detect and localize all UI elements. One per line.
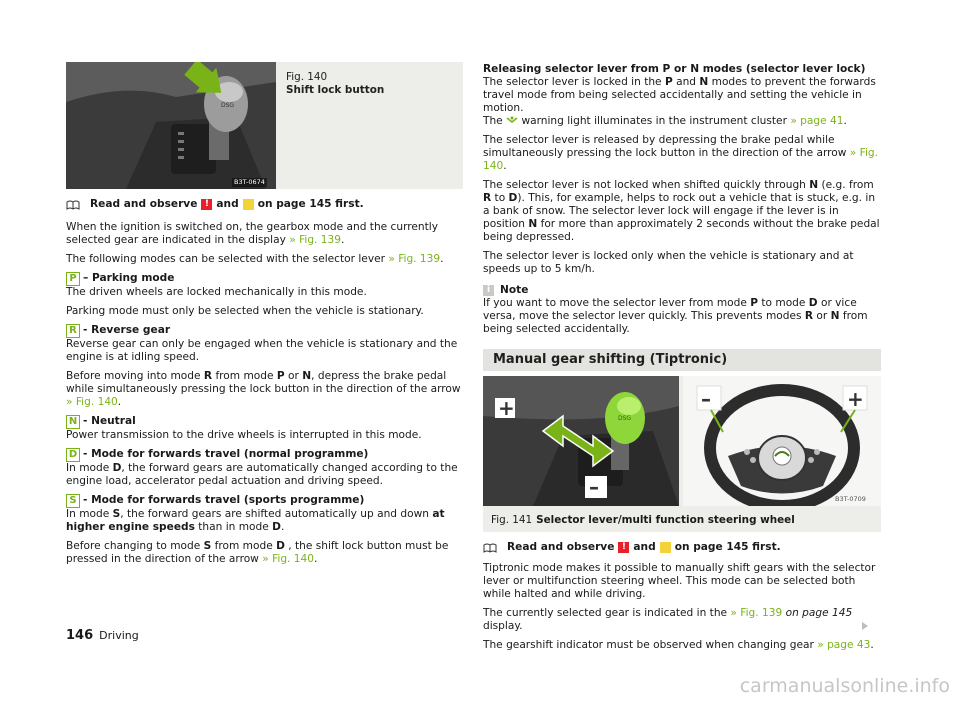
section-heading: Manual gear shifting (Tiptronic) — [483, 349, 881, 371]
mode-n-line1: Power transmission to the drive wheels is interrupted in this mode. — [66, 429, 422, 441]
mode-key-r: R — [66, 324, 80, 338]
figure-title: Shift lock button — [286, 83, 385, 96]
mode-s-line2: Before changing to mode S from mode D , the shift lock button must be pressed in the direction of the arrow » Fig. 140. — [66, 540, 449, 565]
note-title: Note — [500, 284, 529, 296]
selector-lever-warning-icon — [506, 116, 518, 124]
selector-lever-photo — [483, 376, 679, 506]
figure-141-caption — [491, 514, 795, 527]
intro-text: When the ignition is switched on, the gearbox mode and the currently selected gear are indicated in the display — [66, 221, 438, 246]
intro-end: . — [341, 234, 345, 246]
modes-paragraph — [66, 253, 463, 266]
mode-p-line2: Parking mode must only be selected when the vehicle is stationary. — [66, 305, 424, 317]
note-heading — [483, 284, 881, 297]
release-paragraph-1: The selector lever is locked in the P and N modes to prevent the forwards travel mode from being selected accidentally and setting the vehicle in motion. The warning light illuminates in the instrument cluster » page 41. — [483, 76, 876, 127]
mode-r-line2: Before moving into mode R from mode P or N, depress the brake pedal while simultaneously pressing the lock button in the direction of the arrow » Fig. 140. — [66, 370, 461, 408]
warning-icon: ! — [201, 199, 212, 210]
release-paragraph-4: The selector lever is locked only when the vehicle is stationary and at speeds up to 5 km/h. — [483, 250, 854, 275]
mode-key-s: S — [66, 494, 80, 508]
mode-n — [66, 415, 463, 442]
release-paragraph-3: The selector lever is not locked when shifted quickly through N (e.g. from R to D). This, for example, helps to rock out a vehicle that is stuck, e.g. in a bank of snow. The selector lever lock will engage if the lever is in position N for more than approximately 2 seconds without the brake pedal being depressed. — [483, 179, 880, 243]
intro-paragraph — [66, 221, 463, 247]
mode-p — [66, 272, 463, 318]
mode-s-line1: In mode S, the forward gears are shifted automatically up and down at higher engine speeds than in mode D. — [66, 508, 445, 533]
mode-d-line1: In mode D, the forward gears are automatically changed according to the engine load, accelerator pedal actuation and driving speed. — [66, 462, 458, 487]
figure-code: B3T-0709 — [835, 495, 866, 503]
figure-141 — [483, 376, 881, 532]
note-paragraph: If you want to move the selector lever from mode P to mode D or vice versa, move the selector lever quickly. This prevents modes R or N from being selected accidentally. — [483, 297, 868, 335]
fig139-link[interactable]: » Fig. 139 — [730, 607, 783, 619]
release-title: Releasing selector lever from P or N modes (selector lever lock) — [483, 63, 866, 75]
info-icon: i — [483, 285, 494, 296]
fig139-link[interactable]: » Fig. 139 — [289, 234, 342, 246]
knob-label: DSG — [618, 415, 632, 422]
tiptronic-paragraph-2: The currently selected gear is indicated in the » Fig. 139 on page 145 display. — [483, 607, 853, 632]
continue-arrow-icon — [862, 622, 868, 630]
read-observe-prefix: Read and observe — [90, 198, 198, 210]
release-paragraph-2: The selector lever is released by depressing the brake pedal while simultaneously pressing the lock button in the direction of the arrow » Fig. 140. — [483, 134, 878, 172]
modes-text: The following modes can be selected with the selector lever — [66, 253, 389, 265]
section-name: Driving — [99, 629, 139, 642]
figure-label: Fig. 140 — [286, 71, 328, 83]
read-observe-line — [483, 541, 881, 554]
minus-label: – — [701, 387, 711, 411]
mode-n-title: - Neutral — [83, 415, 136, 427]
figure-code: B3T-0674 — [234, 178, 265, 186]
read-observe-suffix: on page 145 first. — [674, 541, 781, 553]
read-observe-prefix: Read and observe — [507, 541, 615, 553]
read-observe-line — [66, 198, 463, 211]
read-observe-and: and — [216, 198, 239, 210]
mode-d-title: - Mode for forwards travel (normal programme) — [83, 448, 369, 460]
caution-icon — [243, 199, 254, 210]
book-icon — [483, 543, 497, 553]
mode-key-p: P — [66, 272, 80, 286]
caution-icon — [660, 542, 671, 553]
tiptronic-paragraph-3: The gearshift indicator must be observed when changing gear » page 43. — [483, 639, 874, 651]
fig140-link[interactable]: » Fig. 140 — [66, 396, 118, 408]
book-icon — [66, 200, 80, 210]
page-number: 146 — [66, 628, 94, 643]
mode-key-d: D — [66, 448, 80, 462]
mode-r-line1: Reverse gear can only be engaged when the vehicle is stationary and the engine is at idling speed. — [66, 338, 458, 363]
right-column — [483, 63, 881, 658]
left-column — [66, 198, 463, 572]
tiptronic-paragraph-1: Tiptronic mode makes it possible to manually shift gears with the selector lever or multifunction steering wheel. This mode can be selected both while halted and while driving. — [483, 562, 876, 600]
plus-label: + — [498, 396, 515, 420]
figure-label: Fig. 141 — [491, 514, 533, 526]
page43-link[interactable]: » page 43 — [817, 639, 871, 651]
fig140-link[interactable]: » Fig. 140 — [483, 147, 878, 172]
read-observe-suffix: on page 145 first. — [257, 198, 364, 210]
knob-label: DSG — [221, 102, 235, 109]
mode-p-title: – Parking mode — [83, 272, 175, 284]
fig139-link[interactable]: » Fig. 139 — [388, 253, 441, 265]
shift-lock-photo — [66, 62, 276, 189]
read-observe-and: and — [633, 541, 656, 553]
mode-p-line1: The driven wheels are locked mechanically in this mode. — [66, 286, 367, 298]
mode-s-title: - Mode for forwards travel (sports programme) — [83, 494, 365, 506]
plus-label: + — [847, 387, 864, 411]
mode-key-n: N — [66, 415, 80, 429]
fig140-link[interactable]: » Fig. 140 — [262, 553, 315, 565]
figure-140 — [66, 62, 463, 189]
figure-title: Selector lever/multi function steering wheel — [536, 514, 795, 526]
mode-s — [66, 494, 463, 566]
steering-wheel-photo — [683, 376, 881, 506]
watermark: carmanualsonline.info — [739, 675, 950, 697]
figure-140-caption — [286, 71, 384, 96]
page41-link[interactable]: » page 41 — [790, 115, 844, 127]
mode-r — [66, 324, 463, 409]
warning-icon: ! — [618, 542, 629, 553]
mode-d — [66, 448, 463, 488]
page-footer — [66, 629, 139, 642]
modes-end: . — [440, 253, 444, 265]
mode-r-title: - Reverse gear — [83, 324, 171, 336]
minus-label: – — [589, 475, 599, 499]
